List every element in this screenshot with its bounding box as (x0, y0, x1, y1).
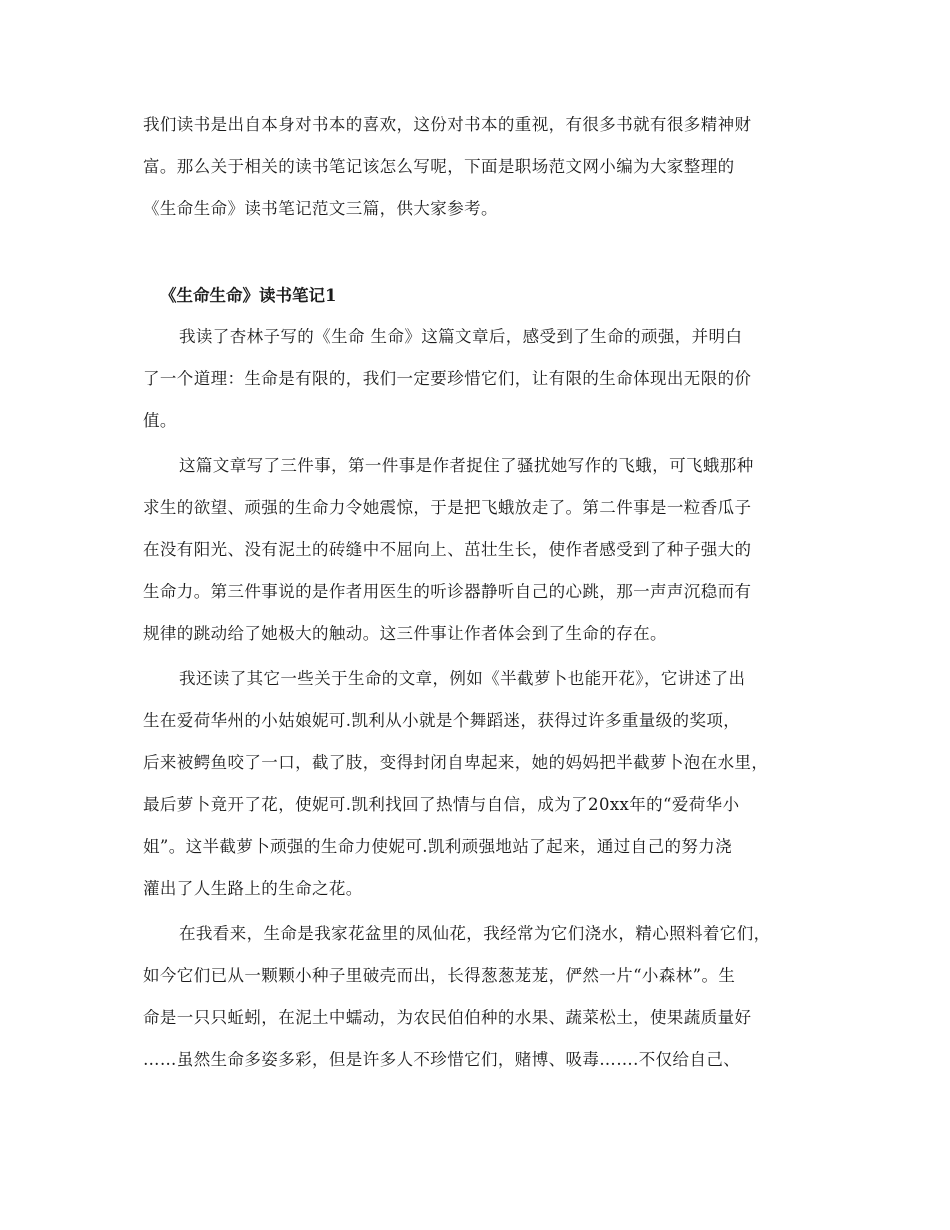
paragraph-line: 姐”。这半截萝卜顽强的生命力使妮可.凯利顽强地站了起来，通过自己的努力浇 (143, 837, 733, 856)
paragraph-line: 在没有阳光、没有泥土的砖缝中不屈向上、茁壮生长，使作者感受到了种子强大的 (143, 540, 752, 559)
paragraph-line: 后来被鳄鱼咬了一口，截了肢，变得封闭自卑起来，她的妈妈把半截萝卜泡在水里， (143, 753, 769, 772)
paragraph-line: 这篇文章写了三件事，第一件事是作者捉住了骚扰她写作的飞蛾，可飞蛾那种 (179, 456, 754, 475)
paragraph-line: 最后萝卜竟开了花，使妮可.凯利找回了热情与自信，成为了20xx年的“爱荷华小 (143, 795, 740, 814)
paragraph-line: 规律的跳动给了她极大的触动。这三件事让作者体会到了生命的存在。 (143, 624, 667, 643)
paragraph-line: 了一个道理：生命是有限的，我们一定要珍惜它们，让有限的生命体现出无限的价 (143, 369, 752, 388)
intro-line: 富。那么关于相关的读书笔记该怎么写呢，下面是职场范文网小编为大家整理的 (143, 157, 735, 176)
paragraph-line: 值。 (143, 411, 177, 430)
paragraph-line: 灌出了人生路上的生命之花。 (143, 879, 363, 898)
paragraph-line: 我还读了其它一些关于生命的文章，例如《半截萝卜也能开花》，它讲述了出 (179, 669, 746, 688)
paragraph-line: 生命力。第三件事说的是作者用医生的听诊器静听自己的心跳，那一声声沉稳而有 (143, 582, 752, 601)
paragraph-line: ……虽然生命多姿多彩，但是许多人不珍惜它们，赌博、吸毒…….不仅给自己、 (143, 1050, 741, 1069)
paragraph-line: 我读了杏林子写的《生命 生命》这篇文章后，感受到了生命的顽强，并明白 (179, 327, 743, 346)
paragraph-line: 在我看来，生命是我家花盆里的凤仙花，我经常为它们浇水，精心照料着它们， (179, 924, 771, 943)
intro-line: 《生命生命》读书笔记范文三篇，供大家参考。 (143, 199, 498, 218)
paragraph-line: 如今它们已从一颗颗小种子里破壳而出，长得葱葱茏茏，俨然一片“小森林”。生 (143, 966, 736, 985)
section-title: 《生命生命》读书笔记1 (160, 286, 337, 305)
paragraph-line: 生在爱荷华州的小姑娘妮可.凯利从小就是个舞蹈迷，获得过许多重量级的奖项， (143, 711, 741, 730)
paragraph-line: 命是一只只蚯蚓，在泥土中蠕动，为农民伯伯种的水果、蔬菜松土，使果蔬质量好 (143, 1008, 752, 1027)
paragraph-line: 求生的欲望、顽强的生命力令她震惊，于是把飞蛾放走了。第二件事是一粒香瓜子 (143, 498, 752, 517)
intro-line: 我们读书是出自本身对书本的喜欢，这份对书本的重视，有很多书就有很多精神财 (143, 115, 752, 134)
